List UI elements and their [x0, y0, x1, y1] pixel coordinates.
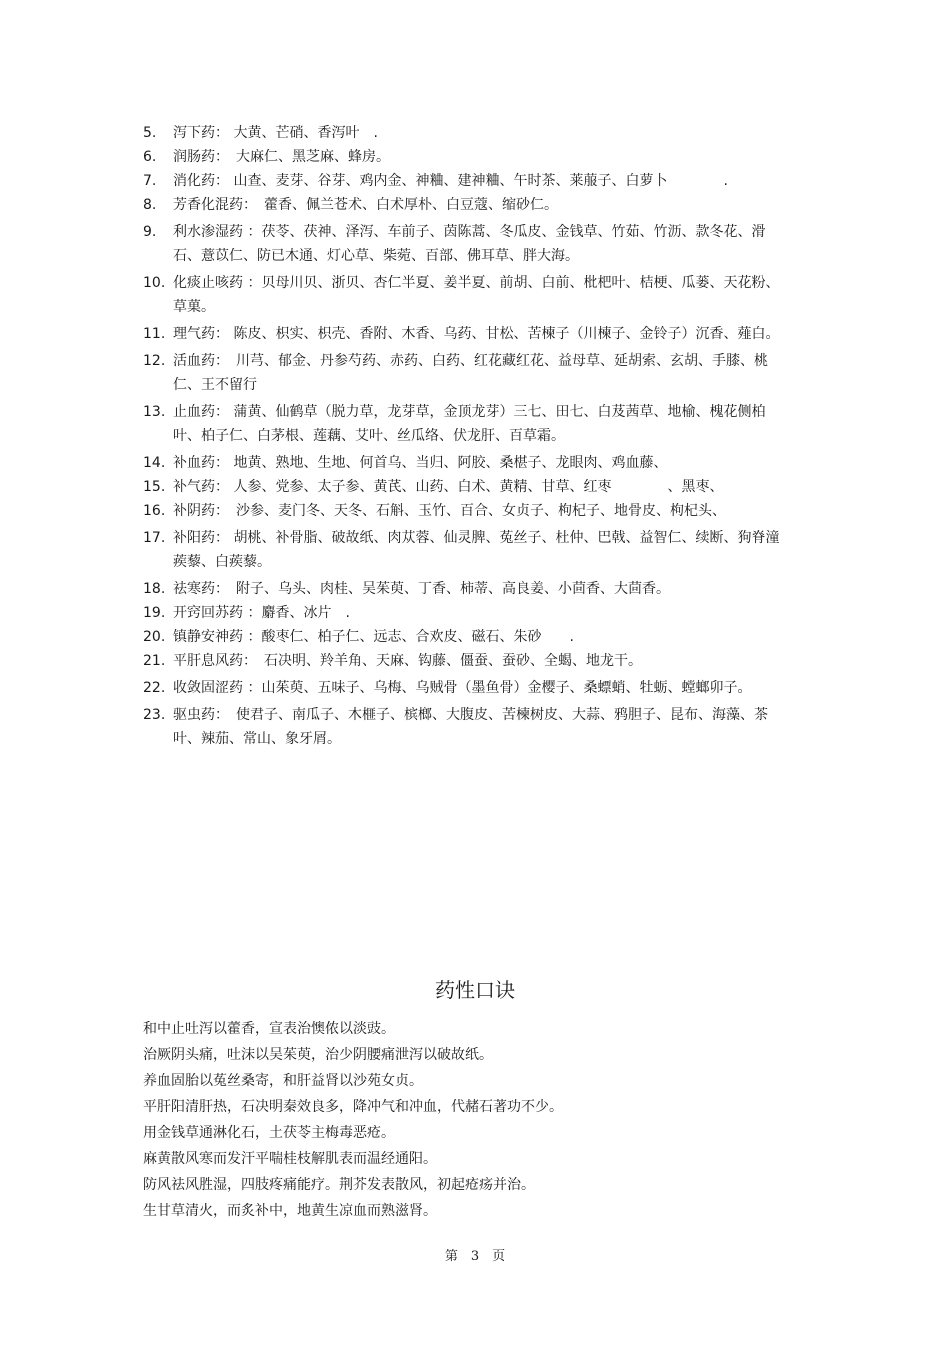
- item-number: 19.: [143, 605, 166, 621]
- list-item: [143, 649, 783, 673]
- list-item: [143, 220, 783, 268]
- item-text: 收敛固涩药 ：山茱萸、五味子、乌梅、乌贼骨（墨鱼骨）金樱子、桑螵蛸、牡蛎、螳螂卯子。: [173, 680, 752, 696]
- list-item: [143, 451, 783, 475]
- list-item: [143, 193, 783, 217]
- list-item: [143, 577, 783, 601]
- item-text: 理气药： 陈皮、枳实、枳壳、香附、木香、乌药、甘松、苦楝子（川楝子、金铃子）沉香、薤白。: [173, 326, 780, 342]
- list-item: [143, 625, 783, 649]
- verse-line: 和中止吐泻以藿香，宣表治懊侬以淡豉。: [143, 1021, 395, 1037]
- verse-line: 防风祛风胜湿，四肢疼痛能疗。荆芥发表散风，初起疮疡并治。: [143, 1177, 535, 1193]
- item-number: 20.: [143, 629, 166, 645]
- item-number: 18.: [143, 581, 166, 597]
- item-number: 12.: [143, 353, 166, 369]
- list-item: [143, 703, 783, 751]
- list-item: [143, 400, 783, 448]
- item-number: 23.: [143, 707, 166, 723]
- verse-line: 治厥阴头痛，吐沫以吴茱萸，治少阴腰痛泄泻以破故纸。: [143, 1047, 493, 1063]
- item-number: 8.: [143, 197, 157, 213]
- item-number: 11.: [143, 326, 166, 342]
- verse-line: 麻黄散风寒而发汗平喘桂枝解肌表而温经通阳。: [143, 1151, 437, 1167]
- item-text: 平肝息风药： 石决明、羚羊角、天麻、钩藤、僵蚕、蚕砂、全蝎、地龙干。: [173, 653, 642, 669]
- item-number: 21.: [143, 653, 166, 669]
- item-text: 驱虫药： 使君子、南瓜子、木榧子、槟榔、大腹皮、苦楝树皮、大蒜、鸦胆子、昆布、海藻、茶叶、辣茄、常山、象牙屑。: [173, 707, 768, 747]
- item-number: 6.: [143, 149, 157, 165]
- verse-line: 养血固胎以菟丝桑寄，和肝益肾以沙苑女贞。: [143, 1073, 423, 1089]
- page-footer: 第 3 页: [444, 1249, 506, 1264]
- verse-line: 平肝阳清肝热，石决明秦效良多，降冲气和冲血，代赭石著功不少。: [143, 1099, 563, 1115]
- list-item: [143, 169, 783, 193]
- item-text: 补血药： 地黄、熟地、生地、何首乌、当归、阿胶、桑椹子、龙眼肉、鸡血藤、: [173, 455, 668, 471]
- item-number: 22.: [143, 680, 166, 696]
- list-item: [143, 121, 783, 145]
- section-title: 药性口诀: [435, 978, 515, 1002]
- item-number: 15.: [143, 479, 166, 495]
- item-number: 9.: [143, 224, 157, 240]
- verse-list: [143, 1016, 803, 1224]
- item-number: 5.: [143, 125, 157, 141]
- item-text: 消化药： 山查、麦芽、谷芽、鸡内金、神粬、建神粬、午时茶、莱菔子、白萝卜 .: [173, 173, 728, 189]
- item-text: 芳香化混药： 藿香、佩兰苍术、白术厚朴、白豆蔻、缩砂仁。: [173, 197, 558, 213]
- item-number: 14.: [143, 455, 166, 471]
- list-item: [143, 676, 783, 700]
- list-item: [143, 475, 783, 499]
- item-number: 16.: [143, 503, 166, 519]
- item-number: 13.: [143, 404, 166, 420]
- item-text: 化痰止咳药 ：贝母川贝、浙贝、杏仁半夏、姜半夏、前胡、白前、枇杷叶、桔梗、瓜蒌、天花粉、草菓。: [173, 275, 780, 315]
- item-text: 泻下药： 大黄、芒硝、香泻叶 .: [173, 125, 378, 141]
- list-item: [143, 322, 783, 346]
- verse-line: 用金钱草通淋化石，土茯苓主梅毒恶疮。: [143, 1125, 395, 1141]
- verse-line: 生甘草清火，而炙补中，地黄生凉血而熟滋肾。: [143, 1203, 437, 1219]
- item-text: 镇静安神药 ：酸枣仁、柏子仁、远志、合欢皮、磁石、朱砂 .: [173, 629, 574, 645]
- herb-category-list: [143, 121, 783, 751]
- item-text: 补阳药： 胡桃、补骨脂、破故纸、肉苁蓉、仙灵脾、菟丝子、杜仲、巴戟、益智仁、续断、狗脊潼蒺藜、白蒺藜。: [173, 530, 780, 570]
- item-text: 止血药： 蒲黄、仙鹤草（脱力草，龙芽草，金顶龙芽）三七、田七、白芨茜草、地榆、槐花侧柏叶、柏子仁、白茅根、莲藕、艾叶、丝瓜络、伏龙肝、百草霜。: [173, 404, 766, 444]
- item-text: 补阴药： 沙参、麦门冬、天冬、石斛、玉竹、百合、女贞子、枸杞子、地骨皮、枸杞头、: [173, 503, 726, 519]
- item-text: 补气药： 人参、党参、太子参、黄芪、山药、白术、黄精、甘草、红枣 、黑枣、: [173, 479, 724, 495]
- list-item: [143, 145, 783, 169]
- list-item: [143, 526, 783, 574]
- item-number: 7.: [143, 173, 157, 189]
- item-text: 利水渗湿药 ：茯苓、茯神、泽泻、车前子、茵陈蒿、冬瓜皮、金钱草、竹茹、竹沥、款冬花、滑石、薏苡仁、防已木通、灯心草、柴菀、百部、佛耳草、胖大海。: [173, 224, 766, 264]
- item-text: 润肠药： 大麻仁、黑芝麻、蜂房。: [173, 149, 390, 165]
- item-number: 10.: [143, 275, 166, 291]
- list-item: [143, 601, 783, 625]
- item-text: 祛寒药： 附子、乌头、肉桂、吴茱萸、丁香、柿蒂、高良姜、小茴香、大茴香。: [173, 581, 670, 597]
- list-item: [143, 349, 783, 397]
- list-item: [143, 499, 783, 523]
- list-item: [143, 271, 783, 319]
- item-text: 活血药： 川芎、郁金、丹参芍药、赤药、白药、红花藏红花、益母草、延胡索、玄胡、手膝、桃仁、王不留行: [173, 353, 768, 393]
- item-text: 开窍回苏药 ：麝香、冰片 .: [173, 605, 350, 621]
- item-number: 17.: [143, 530, 166, 546]
